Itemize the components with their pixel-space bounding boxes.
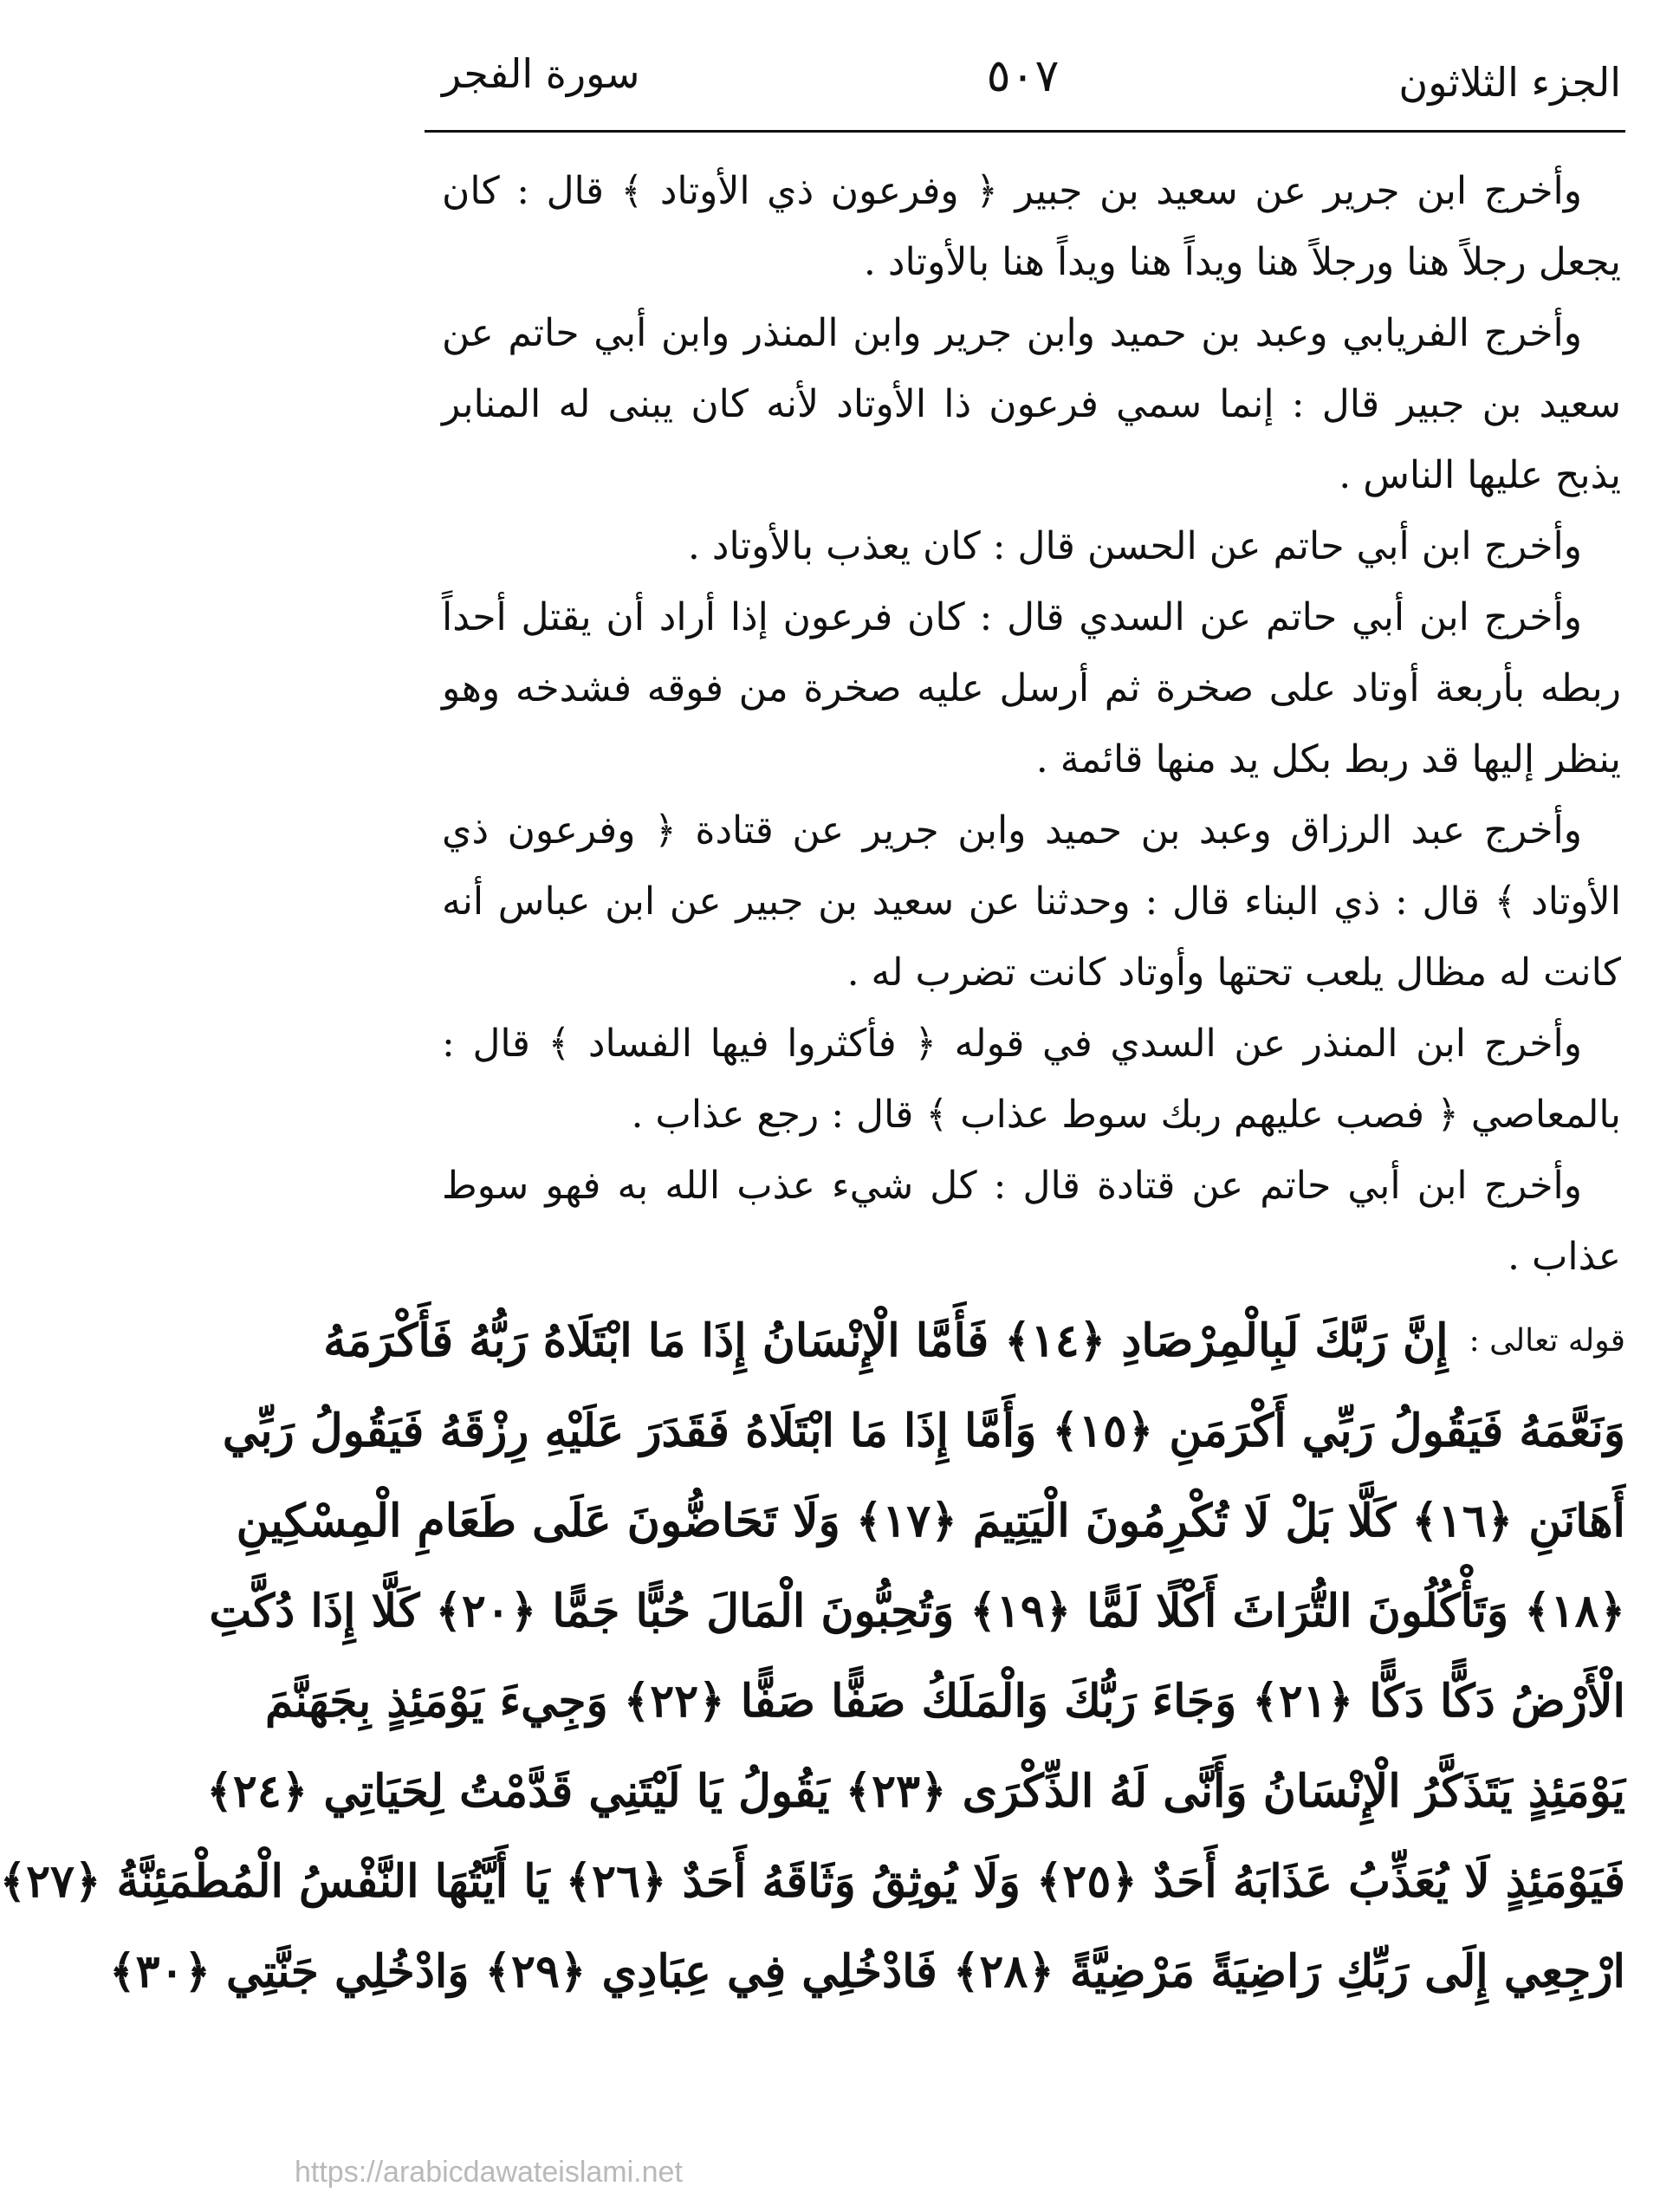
quran-verses-block [0, 1295, 1625, 2016]
paragraph: وأخرج ابن المنذر عن السدي في قوله ﴿ فأكثروا فيها الفساد ﴾ قال : بالمعاصي ﴿ فصب عليهم ربك سوط عذاب ﴾ قال : رجع عذاب . [442, 1022, 1621, 1137]
verse-intro-label: قوله تعالى : [1469, 1322, 1625, 1359]
verse-text: ارْجِعِي إِلَى رَبِّكِ رَاضِيَةً مَرْضِيَّةً ﴿٢٨﴾ فَادْخُلِي فِي عِبَادِي ﴿٢٩﴾ وَادْخُلِي جَنَّتِي ﴿٣٠﴾ [109, 1944, 1625, 1998]
header-divider [425, 130, 1625, 133]
verse-text: وَنَعَّمَهُ فَيَقُولُ رَبِّي أَكْرَمَنِ ﴿١٥﴾ وَأَمَّا إِذَا مَا ابْتَلَاهُ فَقَدَرَ عَلَيْهِ رِزْقَهُ فَيَقُولُ رَبِّي [222, 1404, 1625, 1457]
paragraph: وأخرج ابن أبي حاتم عن قتادة قال : كل شيء عذب الله به فهو سوط عذاب . [442, 1164, 1621, 1279]
paragraph: وأخرج ابن جرير عن سعيد بن جبير ﴿ وفرعون ذي الأوتاد ﴾ قال : كان يجعل رجلاً هنا ورجلاً هنا ويداً هنا ويداً هنا بالأوتاد . [442, 169, 1621, 284]
verse-line [264, 1656, 1625, 1746]
paragraph: وأخرج الفريابي وعبد بن حميد وابن جرير وابن المنذر وابن أبي حاتم عن سعيد بن جبير قال : إنما سمي فرعون ذا الأوتاد لأنه كان يبنى له المنابر يذبح عليها الناس . [442, 311, 1621, 497]
page-number: ٥٠٧ [986, 50, 1060, 102]
verse-line [236, 1476, 1625, 1566]
verse-line [222, 1385, 1625, 1476]
verse-line [109, 1926, 1625, 2016]
verse-line [0, 1836, 1625, 1926]
verse-text: أَهَانَنِ ﴿١٦﴾ كَلَّا بَلْ لَا تُكْرِمُونَ الْيَتِيمَ ﴿١٧﴾ وَلَا تَحَاضُّونَ عَلَى طَعَامِ الْمِسْكِينِ [236, 1494, 1625, 1547]
paragraph: وأخرج عبد الرزاق وعبد بن حميد وابن جرير عن قتادة ﴿ وفرعون ذي الأوتاد ﴾ قال : ذي البناء قال : وحدثنا عن سعيد بن جبير عن ابن عباس أنه كانت له مظال يلعب تحتها وأوتاد كانت تضرب له . [442, 808, 1621, 995]
commentary-body [442, 156, 1621, 1293]
watermark-url: https://arabicdawateislami.net [295, 2156, 683, 2189]
verse-text: الْأَرْضُ دَكًّا دَكًّا ﴿٢١﴾ وَجَاءَ رَبُّكَ وَالْمَلَكُ صَفًّا صَفًّا ﴿٢٢﴾ وَجِيءَ يَوْمَئِذٍ بِجَهَنَّمَ [264, 1674, 1625, 1728]
surah-title: سورة الفجر [442, 50, 640, 97]
paragraph: وأخرج ابن أبي حاتم عن السدي قال : كان فرعون إذا أراد أن يقتل أحداً ربطه بأربعة أوتاد على صخرة ثم أرسل عليه صخرة من فوقه فشدخه وهو ينظر إليها قد ربط بكل يد منها قائمة . [442, 595, 1621, 782]
page-header [425, 42, 1621, 137]
verse-line [209, 1566, 1625, 1656]
paragraph: وأخرج ابن أبي حاتم عن الحسن قال : كان يعذب بالأوتاد . [687, 524, 1582, 568]
juz-title: الجزء الثلاثون [1398, 59, 1621, 106]
verse-line [323, 1295, 1625, 1385]
verse-line [206, 1746, 1625, 1836]
verse-text: فَيَوْمَئِذٍ لَا يُعَذِّبُ عَذَابَهُ أَحَدٌ ﴿٢٥﴾ وَلَا يُوثِقُ وَثَاقَهُ أَحَدٌ ﴿٢٦﴾ يَا أَيَّتُهَا النَّفْسُ الْمُطْمَئِنَّةُ ﴿٢٧﴾ [0, 1854, 1625, 1908]
verse-text: يَوْمَئِذٍ يَتَذَكَّرُ الْإِنْسَانُ وَأَنَّى لَهُ الذِّكْرَى ﴿٢٣﴾ يَقُولُ يَا لَيْتَنِي قَدَّمْتُ لِحَيَاتِي ﴿٢٤﴾ [206, 1764, 1625, 1818]
verse-text: ﴿١٨﴾ وَتَأْكُلُونَ التُّرَاثَ أَكْلًا لَمًّا ﴿١٩﴾ وَتُحِبُّونَ الْمَالَ حُبًّا جَمًّا ﴿٢٠﴾ كَلَّا إِذَا دُكَّتِ [209, 1584, 1625, 1638]
verse-text: إِنَّ رَبَّكَ لَبِالْمِرْصَادِ ﴿١٤﴾ فَأَمَّا الْإِنْسَانُ إِذَا مَا ابْتَلَاهُ رَبُّهُ فَأَكْرَمَهُ [323, 1314, 1449, 1367]
